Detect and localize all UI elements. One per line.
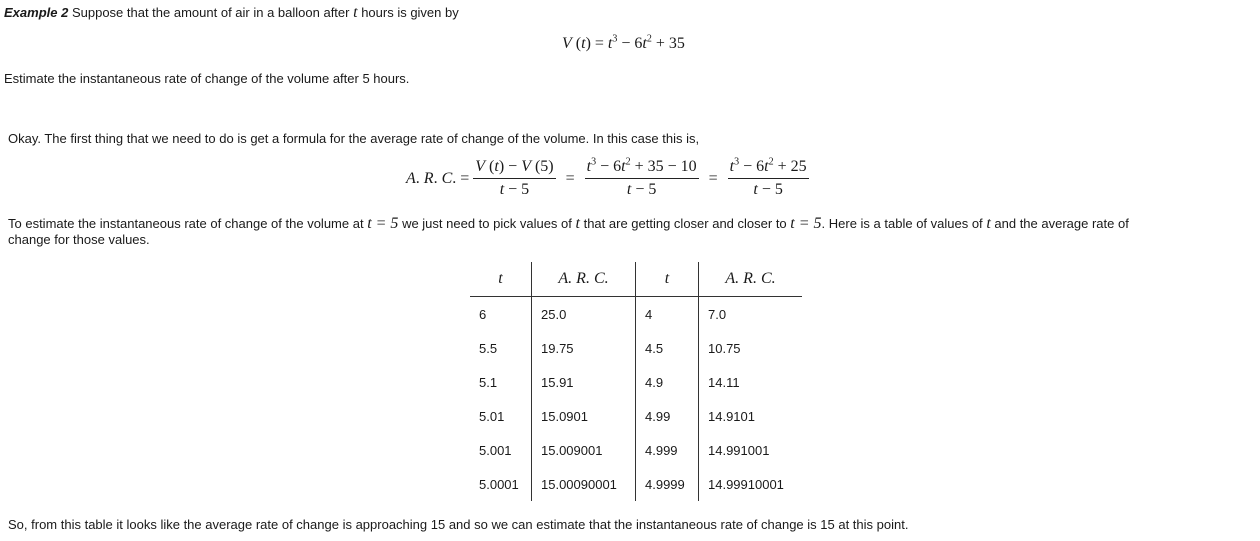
table-cell: 4 bbox=[636, 297, 699, 332]
table-row bbox=[470, 297, 802, 332]
table-cell: 4.999 bbox=[636, 433, 699, 467]
table-row bbox=[470, 331, 802, 365]
example-intro-end: hours is given by bbox=[361, 5, 459, 20]
para2-math-3: t = 5 bbox=[790, 215, 822, 232]
conclusion-text: So, from this table it looks like the average rate of change is approaching 15 and so we can estimate that the instantaneous rate of change is 15 at this point. bbox=[8, 517, 909, 532]
table-cell: 7.0 bbox=[708, 306, 727, 322]
arc-formula: A. R. C. = $\frac{V (t) - V (5)}{t - 5}$ = $\frac{t^3 - 6t^2 + 35 - 10}{t - 5}$ = $\frac{t^3 - 6t^2 + 25}{t - 5}$ bbox=[406, 156, 807, 198]
table-cell: 15.009001 bbox=[532, 433, 636, 467]
example-heading bbox=[4, 4, 459, 22]
task-text: Estimate the instantaneous rate of change of the volume after 5 hours. bbox=[4, 71, 410, 86]
para2-math-2: t bbox=[575, 215, 580, 232]
table-cell: 25.0 bbox=[532, 297, 636, 332]
para2-part-a: To estimate the instantaneous rate of change of the volume at bbox=[8, 216, 364, 231]
para2-math-1: t = 5 bbox=[367, 215, 399, 232]
para2-part-c: that are getting closer and closer to bbox=[583, 216, 787, 231]
table-cell: 14.99910001 bbox=[708, 476, 784, 492]
para2-part-b: we just need to pick values of bbox=[402, 216, 572, 231]
table-row bbox=[470, 365, 802, 399]
table-cell: 4.99 bbox=[636, 399, 699, 433]
table-cell: 5.001 bbox=[470, 433, 532, 467]
intro-variable: t bbox=[353, 4, 358, 21]
para2-math-4: t bbox=[986, 215, 991, 232]
table-cell: 4.9 bbox=[636, 365, 699, 399]
header-arc-2: A. R. C. bbox=[699, 262, 803, 297]
arc-table bbox=[470, 262, 802, 501]
header-arc-1: A. R. C. bbox=[532, 262, 636, 297]
table-row bbox=[470, 467, 802, 501]
table-cell: 4.5 bbox=[636, 331, 699, 365]
table-cell: 14.9101 bbox=[708, 408, 755, 424]
table-cell: 5.5 bbox=[470, 331, 532, 365]
table-row bbox=[470, 433, 802, 467]
para2-part-d: . Here is a table of values of bbox=[821, 216, 983, 231]
fraction-3: $\frac{t^3 - 6t^2 + 25}{t - 5}$ bbox=[729, 156, 807, 198]
fraction-2: $\frac{t^3 - 6t^2 + 35 - 10}{t - 5}$ bbox=[586, 156, 697, 198]
table-cell: 15.91 bbox=[532, 365, 636, 399]
table-cell: 14.991001 bbox=[708, 442, 770, 458]
header-t-2: t bbox=[636, 262, 699, 297]
example-label: Example 2 bbox=[4, 5, 69, 20]
volume-formula: V $(t) = t^3 - 6t^2 + 35$ bbox=[562, 33, 685, 52]
table-cell: 6 bbox=[470, 297, 532, 332]
table-cell: 5.1 bbox=[470, 365, 532, 399]
fraction-1: $\frac{V (t) - V (5)}{t - 5}$ bbox=[475, 158, 554, 198]
header-t-1: t bbox=[470, 262, 532, 297]
solution-paragraph-1: Okay. The first thing that we need to do is get a formula for the average rate of change of the volume. In this case this is, bbox=[8, 131, 700, 146]
table-cell: 19.75 bbox=[532, 331, 636, 365]
table-row bbox=[470, 399, 802, 433]
table-cell: 5.0001 bbox=[470, 467, 532, 501]
table-cell: 15.0901 bbox=[532, 399, 636, 433]
solution-paragraph-2 bbox=[8, 215, 1129, 233]
solution-paragraph-2-line-2: change for those values. bbox=[8, 232, 150, 247]
table-cell: 10.75 bbox=[708, 340, 741, 356]
table-cell: 14.11 bbox=[708, 374, 740, 390]
table-cell: 4.9999 bbox=[636, 467, 699, 501]
example-intro: Suppose that the amount of air in a balloon after bbox=[71, 5, 350, 20]
table-cell: 5.01 bbox=[470, 399, 532, 433]
table-cell: 15.00090001 bbox=[532, 467, 636, 501]
para2-part-e: and the average rate of bbox=[994, 216, 1129, 231]
table-header-row bbox=[470, 262, 802, 297]
